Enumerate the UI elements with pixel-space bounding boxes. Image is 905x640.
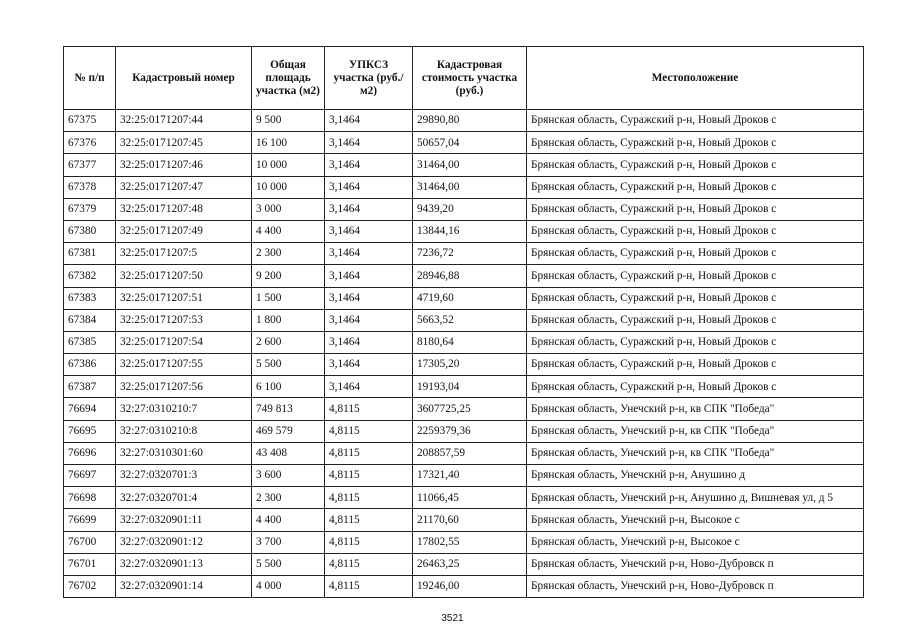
cell-location: Брянская область, Суражский р-н, Новый Дроков с — [527, 331, 864, 353]
cell-area: 5 500 — [252, 354, 325, 376]
cell-cadastral-number: 32:25:0171207:55 — [116, 354, 252, 376]
cell-area: 9 500 — [252, 110, 325, 132]
cell-area: 3 000 — [252, 198, 325, 220]
cell-cadastral-number: 32:25:0171207:48 — [116, 198, 252, 220]
table-row — [64, 398, 864, 420]
cell-upksz: 3,1464 — [325, 176, 413, 198]
cell-area: 5 500 — [252, 553, 325, 575]
cell-cadastral-number: 32:27:0310210:8 — [116, 420, 252, 442]
table-row — [64, 376, 864, 398]
cell-row-number: 76699 — [64, 509, 116, 531]
table-row — [64, 553, 864, 575]
cell-cadastral-value: 2259379,36 — [413, 420, 527, 442]
cell-location: Брянская область, Суражский р-н, Новый Дроков с — [527, 265, 864, 287]
cell-cadastral-number: 32:25:0171207:49 — [116, 220, 252, 242]
cell-row-number: 76695 — [64, 420, 116, 442]
cell-location: Брянская область, Суражский р-н, Новый Дроков с — [527, 154, 864, 176]
cell-area: 4 400 — [252, 509, 325, 531]
cell-area: 43 408 — [252, 442, 325, 464]
cell-area: 16 100 — [252, 132, 325, 154]
header-area: Общая площадь участка (м2) — [252, 47, 325, 110]
cell-location: Брянская область, Суражский р-н, Новый Дроков с — [527, 176, 864, 198]
cell-upksz: 3,1464 — [325, 265, 413, 287]
cell-upksz: 4,8115 — [325, 465, 413, 487]
cell-location: Брянская область, Унечский р-н, Ново-Дубровск п — [527, 553, 864, 575]
cell-row-number: 67376 — [64, 132, 116, 154]
cell-cadastral-value: 4719,60 — [413, 287, 527, 309]
cell-row-number: 67383 — [64, 287, 116, 309]
cell-area: 10 000 — [252, 176, 325, 198]
table-row — [64, 354, 864, 376]
cell-cadastral-number: 32:25:0171207:56 — [116, 376, 252, 398]
table-row — [64, 110, 864, 132]
cell-area: 4 000 — [252, 575, 325, 597]
cell-cadastral-number: 32:25:0171207:51 — [116, 287, 252, 309]
table-row — [64, 132, 864, 154]
cell-cadastral-value: 8180,64 — [413, 331, 527, 353]
cell-location: Брянская область, Унечский р-н, кв СПК "Победа" — [527, 398, 864, 420]
cell-upksz: 3,1464 — [325, 154, 413, 176]
cell-cadastral-value: 28946,88 — [413, 265, 527, 287]
cell-cadastral-number: 32:25:0171207:45 — [116, 132, 252, 154]
header-upksz: УПКСЗ участка (руб./м2) — [325, 47, 413, 110]
cell-row-number: 67381 — [64, 243, 116, 265]
cell-location: Брянская область, Суражский р-н, Новый Дроков с — [527, 309, 864, 331]
cell-upksz: 4,8115 — [325, 553, 413, 575]
cell-row-number: 67382 — [64, 265, 116, 287]
cell-cadastral-value: 21170,60 — [413, 509, 527, 531]
cell-location: Брянская область, Суражский р-н, Новый Дроков с — [527, 198, 864, 220]
cell-upksz: 3,1464 — [325, 331, 413, 353]
table-body — [64, 110, 864, 598]
cell-cadastral-value: 3607725,25 — [413, 398, 527, 420]
table-row — [64, 220, 864, 242]
header-location: Местоположение — [527, 47, 864, 110]
cell-row-number: 67380 — [64, 220, 116, 242]
cell-row-number: 67378 — [64, 176, 116, 198]
cell-row-number: 67384 — [64, 309, 116, 331]
table-row — [64, 198, 864, 220]
cell-area: 2 300 — [252, 243, 325, 265]
cell-upksz: 3,1464 — [325, 287, 413, 309]
cell-area: 469 579 — [252, 420, 325, 442]
table-row — [64, 287, 864, 309]
table-row — [64, 176, 864, 198]
cell-cadastral-value: 17305,20 — [413, 354, 527, 376]
table-row — [64, 154, 864, 176]
cell-location: Брянская область, Унечский р-н, Анушино д — [527, 465, 864, 487]
cell-cadastral-number: 32:27:0310210:7 — [116, 398, 252, 420]
cell-location: Брянская область, Суражский р-н, Новый Дроков с — [527, 132, 864, 154]
cell-cadastral-number: 32:25:0171207:46 — [116, 154, 252, 176]
cell-cadastral-number: 32:25:0171207:44 — [116, 110, 252, 132]
cell-area: 9 200 — [252, 265, 325, 287]
cadastral-table — [63, 46, 864, 598]
table-row — [64, 465, 864, 487]
cell-area: 4 400 — [252, 220, 325, 242]
header-cadastral-number: Кадастровый номер — [116, 47, 252, 110]
cell-cadastral-value: 13844,16 — [413, 220, 527, 242]
cell-row-number: 67375 — [64, 110, 116, 132]
cell-cadastral-value: 208857,59 — [413, 442, 527, 464]
cell-upksz: 3,1464 — [325, 243, 413, 265]
cell-row-number: 76694 — [64, 398, 116, 420]
cell-row-number: 76698 — [64, 487, 116, 509]
cell-upksz: 4,8115 — [325, 420, 413, 442]
cell-location: Брянская область, Суражский р-н, Новый Дроков с — [527, 376, 864, 398]
table-row — [64, 509, 864, 531]
cell-cadastral-number: 32:27:0320701:3 — [116, 465, 252, 487]
cell-row-number: 76700 — [64, 531, 116, 553]
table-row — [64, 243, 864, 265]
cell-cadastral-value: 29890,80 — [413, 110, 527, 132]
cell-location: Брянская область, Унечский р-н, Анушино д, Вишневая ул, д 5 — [527, 487, 864, 509]
cell-row-number: 76696 — [64, 442, 116, 464]
cell-cadastral-number: 32:27:0320901:11 — [116, 509, 252, 531]
header-row-number: № п/п — [64, 47, 116, 110]
cell-location: Брянская область, Унечский р-н, Ново-Дубровск п — [527, 575, 864, 597]
cell-cadastral-value: 17802,55 — [413, 531, 527, 553]
table-row — [64, 531, 864, 553]
cell-upksz: 3,1464 — [325, 354, 413, 376]
cell-area: 6 100 — [252, 376, 325, 398]
cell-area: 2 600 — [252, 331, 325, 353]
cell-cadastral-number: 32:25:0171207:5 — [116, 243, 252, 265]
cell-area: 749 813 — [252, 398, 325, 420]
cell-area: 1 500 — [252, 287, 325, 309]
cell-cadastral-number: 32:25:0171207:53 — [116, 309, 252, 331]
cell-row-number: 67379 — [64, 198, 116, 220]
cell-row-number: 76697 — [64, 465, 116, 487]
cell-row-number: 67377 — [64, 154, 116, 176]
table-row — [64, 575, 864, 597]
cell-upksz: 3,1464 — [325, 376, 413, 398]
cell-cadastral-value: 5663,52 — [413, 309, 527, 331]
cell-row-number: 76701 — [64, 553, 116, 575]
cell-area: 10 000 — [252, 154, 325, 176]
cell-upksz: 4,8115 — [325, 509, 413, 531]
cell-location: Брянская область, Суражский р-н, Новый Дроков с — [527, 110, 864, 132]
table-row — [64, 309, 864, 331]
page-number: 3521 — [441, 613, 464, 624]
header-cadastral-value: Кадастровая стоимость участка (руб.) — [413, 47, 527, 110]
cell-cadastral-value: 9439,20 — [413, 198, 527, 220]
cell-area: 1 800 — [252, 309, 325, 331]
cell-cadastral-value: 31464,00 — [413, 176, 527, 198]
cell-area: 3 700 — [252, 531, 325, 553]
table-row — [64, 420, 864, 442]
cell-upksz: 4,8115 — [325, 487, 413, 509]
cell-upksz: 3,1464 — [325, 132, 413, 154]
cell-location: Брянская область, Суражский р-н, Новый Дроков с — [527, 354, 864, 376]
cell-row-number: 67386 — [64, 354, 116, 376]
cell-cadastral-value: 17321,40 — [413, 465, 527, 487]
cell-location: Брянская область, Унечский р-н, кв СПК "Победа" — [527, 420, 864, 442]
cell-cadastral-value: 50657,04 — [413, 132, 527, 154]
cell-location: Брянская область, Суражский р-н, Новый Дроков с — [527, 220, 864, 242]
cell-upksz: 4,8115 — [325, 531, 413, 553]
cell-upksz: 3,1464 — [325, 198, 413, 220]
table-row — [64, 265, 864, 287]
cell-cadastral-number: 32:27:0310301:60 — [116, 442, 252, 464]
table-row — [64, 331, 864, 353]
cell-cadastral-number: 32:25:0171207:54 — [116, 331, 252, 353]
cell-area: 2 300 — [252, 487, 325, 509]
cell-upksz: 3,1464 — [325, 110, 413, 132]
cell-row-number: 76702 — [64, 575, 116, 597]
cell-cadastral-value: 7236,72 — [413, 243, 527, 265]
cell-cadastral-number: 32:27:0320901:13 — [116, 553, 252, 575]
cell-area: 3 600 — [252, 465, 325, 487]
cell-upksz: 4,8115 — [325, 575, 413, 597]
cell-location: Брянская область, Суражский р-н, Новый Дроков с — [527, 243, 864, 265]
cell-upksz: 4,8115 — [325, 442, 413, 464]
cell-location: Брянская область, Унечский р-н, Высокое с — [527, 509, 864, 531]
cell-upksz: 3,1464 — [325, 220, 413, 242]
cell-cadastral-number: 32:27:0320701:4 — [116, 487, 252, 509]
cell-cadastral-value: 19193,04 — [413, 376, 527, 398]
cell-cadastral-value: 31464,00 — [413, 154, 527, 176]
table-row — [64, 442, 864, 464]
cell-location: Брянская область, Суражский р-н, Новый Дроков с — [527, 287, 864, 309]
cell-cadastral-value: 19246,00 — [413, 575, 527, 597]
cell-upksz: 3,1464 — [325, 309, 413, 331]
cell-cadastral-number: 32:25:0171207:50 — [116, 265, 252, 287]
cell-row-number: 67387 — [64, 376, 116, 398]
cell-location: Брянская область, Унечский р-н, Высокое с — [527, 531, 864, 553]
cell-cadastral-number: 32:27:0320901:12 — [116, 531, 252, 553]
cell-cadastral-value: 11066,45 — [413, 487, 527, 509]
cell-cadastral-value: 26463,25 — [413, 553, 527, 575]
table-header-row — [64, 47, 864, 110]
cell-upksz: 4,8115 — [325, 398, 413, 420]
cell-cadastral-number: 32:27:0320901:14 — [116, 575, 252, 597]
cell-cadastral-number: 32:25:0171207:47 — [116, 176, 252, 198]
cell-location: Брянская область, Унечский р-н, кв СПК "Победа" — [527, 442, 864, 464]
table-row — [64, 487, 864, 509]
cell-row-number: 67385 — [64, 331, 116, 353]
